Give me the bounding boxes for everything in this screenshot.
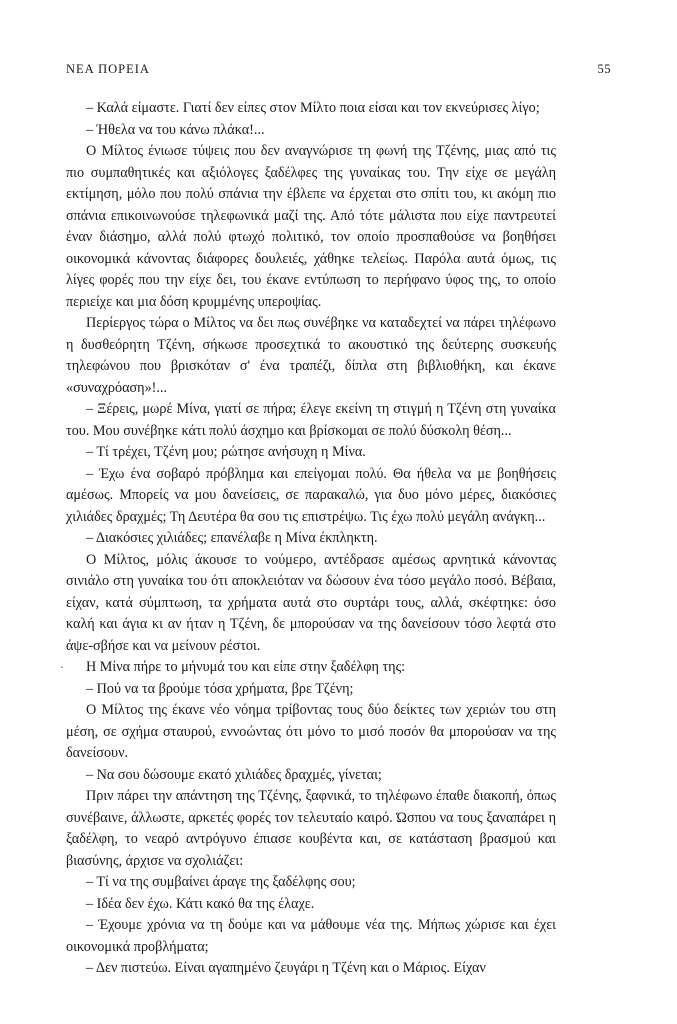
running-title: ΝΕΑ ΠΟΡΕΙΑ xyxy=(66,62,150,76)
paragraph: – Έχουμε χρόνια να τη δούμε και να μάθουμε νέα της. Μήπως χώρισε και έχει οικονομικά προβλήματα; xyxy=(66,917,556,955)
paragraph: – Τί τρέχει, Τζένη μου; ρώτησε ανήσυχη η Μίνα. xyxy=(86,444,366,460)
page-number: 55 xyxy=(597,62,611,76)
paragraph: – Ξέρεις, μωρέ Μίνα, γιατί σε πήρα; έλεγε εκείνη τη στιγμή η Τζένη στη γυναίκα του. Μου συνέβηκε κάτι πολύ άσχημο και βρίσκομαι σε πολύ δύσκολη θέση... xyxy=(66,401,556,439)
paragraph: Η Μίνα πήρε το μήνυμά του και είπε στην ξαδέλφη της: xyxy=(86,659,406,675)
paragraph: – Να σου δώσουμε εκατό χιλιάδες δραχμές, γίνεται; xyxy=(86,766,382,783)
paragraph: Πριν πάρει την απάντηση της Τζένης, ξαφνικά, το τηλέφωνο έπαθε διακοπή, όπως συνέβαινε, άλλωστε, αρκετές φορές τον τελευταίο καιρό. Ώσπου να τους ξαναπάρει η ξαδέλφη, το νεαρό αντρόγυνο έπιασε κουβέντα και, σε κατάσταση βρασμού και βιασύνης, άρχισε να σχολιάζει: xyxy=(66,788,556,869)
paragraph: Ο Μίλτος ένιωσε τύψεις που δεν αναγνώρισε τη φωνή της Τζένης, μιας από τις πιο συμπαθητικές και αξιόλογες ξαδέλφες της γυναίκας του. Την είχε σε μεγάλη εκτίμηση, μόλο που πολύ σπάνια την έβλεπε να έρχεται στο σπίτι του, κι ακόμη πιο σπάνια επικοινωνούσε τηλεφωνικά μαζί της. Από τότε μάλιστα που είχε παντρευτεί έναν διάσημο, αλλά πολύ φτωχό πολιτικό, τον οποίο προσπαθούσε να βοηθήσει οικονομικά κάνοντας διάφορες δουλειές, χάθηκε τελείως. Παρόλα αυτά όμως, τις λίγες φορές που την είχε δει, του έκανε εντύπωση το περήφανο ύφος της, το οποίο περιείχε και μια δόση κρυμμένης υπεροψίας. xyxy=(66,143,556,310)
paragraph: – Καλά είμαστε. Γιατί δεν είπες στον Μίλτο ποια είσαι και τον εκνεύρισες λίγο; xyxy=(86,100,540,116)
paragraph: – Διακόσιες χιλιάδες; επανέλαβε η Μίνα έκπληκτη. xyxy=(86,530,378,546)
paragraph: – Ήθελα να του κάνω πλάκα!... xyxy=(86,121,265,138)
paragraph: Περίεργος τώρα ο Μίλτος να δει πως συνέβηκε να καταδεχτεί να πάρει τηλέφωνο η δυσθεόρητη Τζένη, σήκωσε προσεχτικά το ακουστικό της δεύτερης συσκευής τηλεφώνου που βρισκόταν σ' ένα τραπέζι, δίπλα στη βιβλιοθήκη, και έκανε «συναχρόαση»!... xyxy=(66,315,556,396)
running-head xyxy=(66,62,611,78)
paragraph: Ο Μίλτος, μόλις άκουσε το νούμερο, αντέδρασε αμέσως αρνητικά κάνοντας σινιάλο στη γυναίκα του ότι αποκλειόταν να δώσουν ένα τόσο μεγάλο ποσό. Βέβαια, είχαν, κατά σύμπτωση, τα χρήματα αυτά στο συρτάρι τους, αλλά, σκέφτηκε: όσο καλή και άγια κι αν ήταν η Τζένη, δε μπορούσαν να της δανείσουν τόσο λεφτά στο άψε-σβήσε και να μείνουν ρέστοι. xyxy=(66,551,556,654)
stray-dot-mark: · xyxy=(60,660,64,674)
paragraph: – Πού να τα βρούμε τόσα χρήματα, βρε Τζένη; xyxy=(86,680,354,697)
body-text xyxy=(66,98,556,980)
paragraph: – Ιδέα δεν έχω. Κάτι κακό θα της έλαχε. xyxy=(86,895,315,912)
paragraph: – Τί να της συμβαίνει άραγε της ξαδέλφης σου; xyxy=(86,874,356,890)
paragraph: Ο Μίλτος της έκανε νέο νόημα τρίβοντας τους δύο δείκτες των χεριών του στη μέση, σε σχήμα σταυρού, εννοώντας ότι μόνο το μισό ποσόν θα μπορούσαν να της δανείσουν. xyxy=(66,702,556,761)
paragraph: – Δεν πιστεύω. Είναι αγαπημένο ζευγάρι η Τζένη και ο Μάριος. Είχαν xyxy=(86,960,486,976)
paragraph: – Έχω ένα σοβαρό πρόβλημα και επείγομαι πολύ. Θα ήθελα να με βοηθήσεις αμέσως. Μπορείς να μου δανείσεις, σε παρακαλώ, για δυο μόνο μέρες, διακόσιες χιλιάδες δραχμές; Τη Δευτέρα θα σου τις επιστρέψω. Τις έχω πολύ μεγάλη ανάγκη... xyxy=(66,465,556,525)
